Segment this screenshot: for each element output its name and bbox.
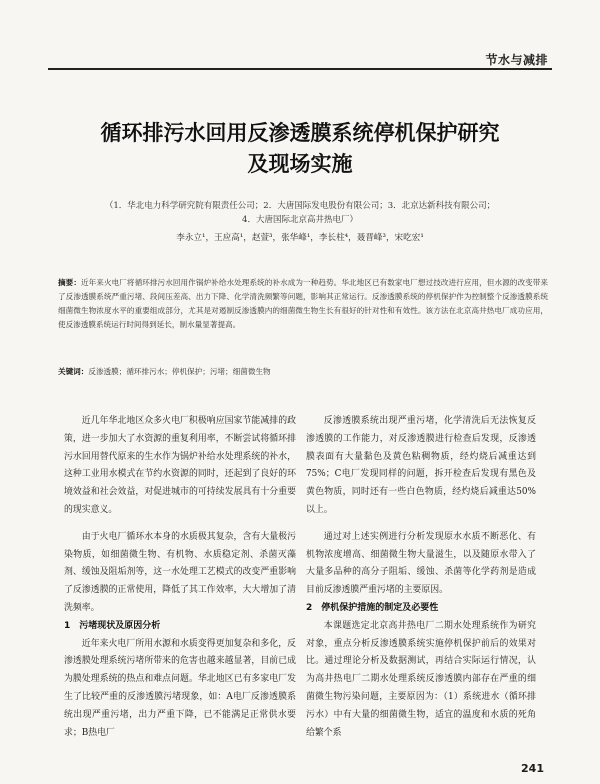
authors: 李永立¹，王应高¹，赵萱³，张华峰¹，李长柱⁴，聂晋峰³，宋吃宏¹ — [176, 233, 424, 243]
section-heading-2: 2 停机保护措施的制定及必要性 — [306, 602, 439, 613]
section-heading-1: 1 污堵现状及原因分析 — [64, 620, 161, 631]
right-paragraph-1: 反渗透膜系统出现严重污堵，化学清洗后无法恢复反渗透膜的工作能力，对反渗透膜进行检查后发现，反渗透膜表面有大量黏色及黄色粘稠物质，经灼烧后减重达到75%；C电厂发现同样的问题，拆开检查后发现有黑色及黄色物质，同时还有一些白色物质，经灼烧后减重达50%以上。 — [306, 416, 536, 515]
keywords-label: 关键词： — [58, 367, 89, 376]
article-title — [40, 118, 560, 180]
affiliations-line-1: （1．华北电力科学研究院有限责任公司；2．大唐国际发电股份有限公司；3．北京达新科技有限公司； — [104, 201, 496, 211]
page-number: 241 — [521, 762, 544, 775]
affiliations — [52, 199, 548, 227]
right-paragraph-2: 通过对上述实例进行分析发现原水水质不断恶化、有机物浓度增高、细菌微生物大量滋生，以及随原水带入了大量多品种的高分子阻垢、缓蚀、杀菌等化学药剂是造成目前反渗透膜严重污堵的主要原因。 — [306, 531, 536, 596]
abstract — [58, 276, 548, 332]
title-line-1: 循环排污水回用反渗透膜系统停机保护研究 — [100, 121, 500, 145]
affiliations-line-2: 4．大唐国际北京高井热电厂） — [242, 215, 358, 225]
left-column — [64, 413, 296, 742]
keywords — [58, 366, 548, 377]
left-paragraph-1: 近几年华北地区众多火电厂积极响应国家节能减排的政策，进一步加大了水资源的重复利用率，不断尝试将循环排污水回用替代原来的生水作为锅炉补给水处理系统的补水，这种工业用水模式在节约水资源的同时，还起到了良好的环境效益和社会效益，对促进城市的可持续发展具有十分重要的现实意义。 — [64, 416, 296, 515]
left-paragraph-3: 近年来火电厂所用水源和水质变得更加复杂和多化，反渗透膜处理系统污堵所带来的危害也越来越显著，目前已成为膜处理系统的热点和难点问题。华北地区已有多家电厂发生了比较严重的反渗透膜污堵现象，如：A电厂反渗透膜系统出现严重污堵，出力严重下降，已不能满足正常供水要求；B热电厂 — [64, 638, 296, 738]
right-column — [306, 413, 536, 742]
header-rule — [48, 68, 552, 70]
right-paragraph-3: 本课题选定北京高井热电厂二期水处理系统作为研究对象，重点分析反渗透膜系统实施停机保护前后的效果对比。通过理论分析及数据测试，再结合实际运行情况，认为高井热电厂二期水处理系统反渗透膜内部存在严重的细菌微生物污染问题，主要原因为：（1）系统进水（循环排污水）中有大量的细菌微生物，适宜的温度和水质的死角给繁个系 — [306, 620, 536, 738]
left-paragraph-2: 由于火电厂循环水本身的水质极其复杂，含有大量极污染物质，如细菌微生物、有机物、水质稳定剂、杀菌灭藻剂、缓蚀及阻垢剂等，这一水处理工艺模式的改变严重影响了反渗透膜的正常使用，降低了其工作效率，大大增加了清洗频率。 — [64, 531, 296, 613]
keywords-text: 反渗透膜；循环排污水；停机保护；污堵；细菌微生物 — [88, 367, 271, 376]
title-line-2: 及现场实施 — [247, 152, 353, 176]
abstract-text: 近年来火电厂将循环排污水回用作锅炉补给水处理系统的补水成为一种趋势。华北地区已有数家电厂想过技改进行应用，但水源的改变带来了反渗透膜系统严重污堵、段间压差高、出力下降、化学清洗频繁等问题，影响其正常运行。反渗透膜系统的停机保护作为控制整个反渗透膜系统细菌微生物浓度水平的重要组成部分，尤其是对遏制反渗透膜内的细菌微生物生长有很好的针对性和有效性。该方法在北京高井热电厂成功应用，使反渗透膜系统运行时间得到延长，制水量显著提高。 — [58, 278, 549, 329]
section-label: 节水与减排 — [485, 53, 548, 67]
abstract-label: 摘要： — [58, 278, 81, 287]
